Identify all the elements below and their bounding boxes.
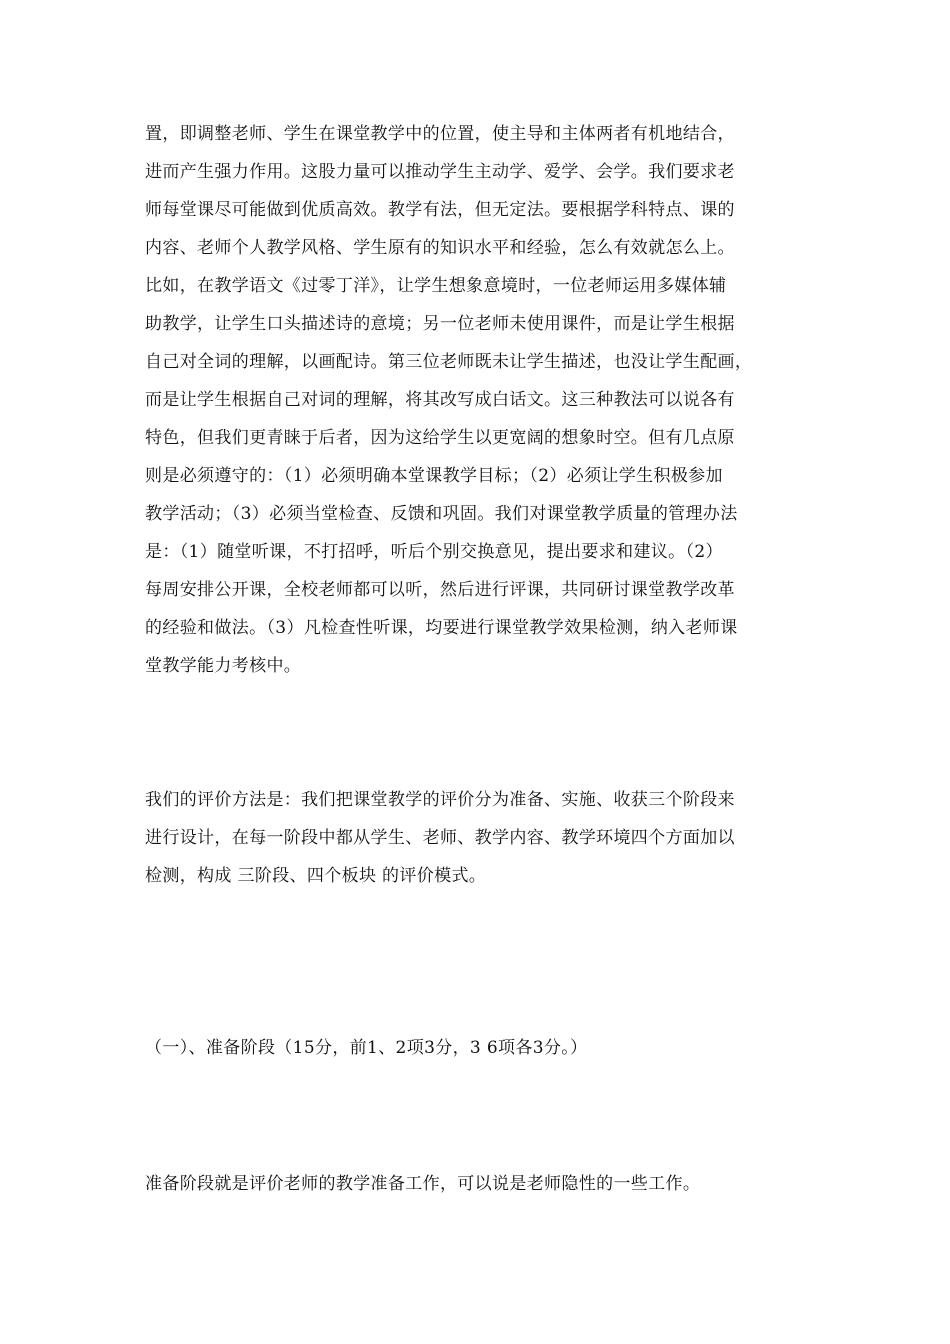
body-text-line: 的经验和做法。（3）凡检查性听课，均要进行课堂教学效果检测，纳入老师课 bbox=[145, 618, 738, 638]
body-text-line: 进而产生强力作用。这股力量可以推动学生主动学、爱学、会学。我们要求老 bbox=[145, 162, 735, 182]
body-text-line: 堂教学能力考核中。 bbox=[145, 656, 302, 676]
preparation-text-line: 准备阶段就是评价老师的教学准备工作，可以说是老师隐性的一些工作。 bbox=[145, 1174, 701, 1194]
evaluation-text-line: 检测，构成 三阶段、四个板块 的评价模式。 bbox=[145, 866, 487, 886]
body-text-line: 师每堂课尽可能做到优质高效。教学有法，但无定法。要根据学科特点、课的 bbox=[145, 200, 735, 220]
body-text-line: 而是让学生根据自己对词的理解，将其改写成白话文。这三种教法可以说各有 bbox=[145, 390, 735, 410]
body-text-line: 置，即调整老师、学生在课堂教学中的位置，使主导和主体两者有机地结合， bbox=[145, 124, 735, 144]
body-text-line: 比如，在教学语文《过零丁洋》，让学生想象意境时，一位老师运用多媒体辅 bbox=[145, 276, 727, 296]
body-text-line: 特色，但我们更青睐于后者，因为这给学生以更宽阔的想象时空。但有几点原 bbox=[145, 428, 735, 448]
evaluation-text-line: 进行设计，在每一阶段中都从学生、老师、教学内容、教学环境四个方面加以 bbox=[145, 828, 735, 848]
body-text-line: 则是必须遵守的：（1）必须明确本堂课教学目标；（2）必须让学生积极参加 bbox=[145, 466, 723, 486]
section-heading: （一）、准备阶段（15分，前1、2项3分，3 6项各3分。） bbox=[145, 1038, 588, 1058]
body-text-line: 每周安排公开课，全校老师都可以听，然后进行评课，共同研讨课堂教学改革 bbox=[145, 580, 735, 600]
body-text-line: 教学活动；（3）必须当堂检查、反馈和巩固。我们对课堂教学质量的管理办法 bbox=[145, 504, 738, 524]
body-text-line: 是：（1）随堂听课，不打招呼，听后个别交换意见，提出要求和建议。（2） bbox=[145, 542, 723, 562]
body-text-line: 助教学，让学生口头描述诗的意境；另一位老师未使用课件，而是让学生根据 bbox=[145, 314, 735, 334]
evaluation-text-line: 我们的评价方法是：我们把课堂教学的评价分为准备、实施、收获三个阶段来 bbox=[145, 790, 735, 810]
body-text-line: 自己对全词的理解，以画配诗。第三位老师既未让学生描述，也没让学生配画， bbox=[145, 352, 753, 372]
body-text-line: 内容、老师个人教学风格、学生原有的知识水平和经验，怎么有效就怎么上。 bbox=[145, 238, 735, 258]
